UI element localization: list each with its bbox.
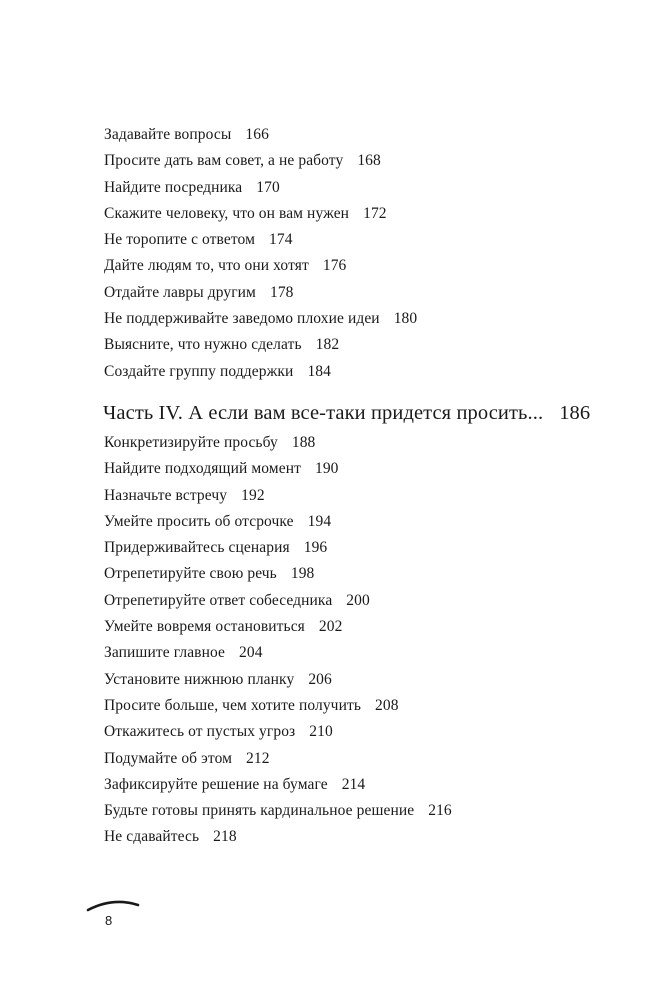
- toc-entry-page: 192: [241, 486, 265, 504]
- toc-entry: [104, 227, 644, 253]
- toc-entry-title: Дайте людям то, что они хотят: [104, 257, 309, 275]
- toc-entry-page: 182: [315, 336, 340, 354]
- toc-entry-title: Не торопите с ответом: [104, 231, 255, 249]
- page-footer: [86, 897, 146, 937]
- toc-entry: [104, 561, 644, 587]
- toc-entry: [104, 588, 644, 614]
- toc-entry-title: Умейте вовремя остановиться: [104, 618, 305, 636]
- toc-entry-page: 204: [239, 644, 263, 662]
- part-heading-page: 186: [559, 402, 591, 424]
- toc-entry-page: 194: [307, 512, 332, 530]
- toc-entry-title: Не сдавайтесь: [104, 828, 200, 846]
- toc-entry-page: 210: [309, 723, 333, 741]
- toc-entry-title: Подумайте об этом: [104, 749, 233, 767]
- page-arc-ornament: [86, 897, 142, 913]
- toc-entry: [104, 148, 644, 174]
- toc-entry-title: Отдайте лавры другим: [104, 283, 256, 301]
- toc-entry-page: 184: [307, 362, 331, 380]
- toc-entry-title: Зафиксируйте решение на бумаге: [104, 775, 328, 793]
- toc-entry-page: 170: [256, 178, 280, 196]
- toc-entry: [104, 798, 644, 824]
- toc-list-section-b: [104, 430, 644, 851]
- page-number: 8: [105, 913, 113, 928]
- toc-entry-title: Откажитесь от пустых угроз: [104, 723, 296, 741]
- toc-entry-page: 190: [314, 460, 339, 478]
- toc-entry-page: 176: [322, 257, 347, 275]
- toc-entry-page: 174: [269, 231, 293, 249]
- toc-entry-page: 200: [346, 591, 370, 609]
- toc-entry-page: 188: [291, 434, 316, 451]
- toc-entry: [104, 824, 644, 850]
- toc-entry-title: Просите больше, чем хотите получить: [104, 696, 362, 714]
- toc-entry: [104, 122, 644, 148]
- toc-entry-title: Скажите человеку, что он вам нужен: [104, 204, 350, 222]
- toc-entry-title: Выясните, что нужно сделать: [104, 336, 302, 354]
- toc-entry-title: Просите дать вам совет, а не работу: [104, 152, 344, 170]
- toc-entry-page: 212: [246, 749, 270, 767]
- toc-entry: [104, 719, 644, 745]
- toc-entry-page: 178: [269, 283, 294, 301]
- toc-entry-title: Запишите главное: [104, 644, 226, 662]
- toc-entry-title: Отрепетируйте свою речь: [104, 565, 277, 583]
- toc-entry-title: Найдите посредника: [104, 178, 243, 196]
- toc-entry-title: Не поддерживайте заведомо плохие идеи: [104, 310, 380, 328]
- part-heading-title: Часть IV. А если вам все-таки придется просить...: [103, 402, 544, 424]
- toc-entry: [104, 280, 644, 306]
- toc-entry-title: Задавайте вопросы: [104, 126, 232, 143]
- toc-entry-page: 196: [303, 539, 328, 557]
- toc-entry: [104, 746, 644, 772]
- toc-entry: [104, 201, 644, 227]
- toc-entry-page: 168: [357, 152, 381, 170]
- toc-entry: [104, 640, 644, 666]
- toc-entry: [104, 614, 644, 640]
- toc-entry: [104, 456, 644, 482]
- toc-entry: [104, 359, 644, 385]
- toc-entry: [104, 430, 644, 456]
- part-heading: [103, 398, 590, 428]
- toc-entry-title: Найдите подходящий момент: [104, 460, 301, 478]
- toc-entry-page: 180: [393, 310, 418, 328]
- toc-entry-title: Назначьте встречу: [104, 486, 228, 504]
- toc-entry-title: Умейте просить об отсрочке: [104, 512, 294, 530]
- toc-entry-title: Отрепетируйте ответ собеседника: [104, 591, 333, 609]
- toc-entry-page: 216: [428, 802, 452, 820]
- toc-entry: [104, 535, 644, 561]
- toc-entry-page: 206: [308, 670, 332, 688]
- toc-entry-title: Конкретизируйте просьбу: [104, 434, 278, 451]
- toc-entry: [104, 693, 644, 719]
- toc-entry-page: 166: [245, 126, 269, 143]
- toc-entry-title: Создайте группу поддержки: [104, 362, 294, 380]
- toc-entry: [104, 332, 644, 358]
- toc-entry: [104, 483, 644, 509]
- toc-entry-page: 218: [213, 828, 237, 846]
- toc-entry: [104, 253, 644, 279]
- toc-entry-page: 208: [375, 696, 399, 714]
- toc-entry-title: Установите нижнюю планку: [104, 670, 295, 688]
- toc-list-section-a: [104, 122, 644, 385]
- toc-entry: [104, 306, 644, 332]
- toc-entry-page: 198: [290, 565, 315, 583]
- toc-entry-page: 214: [341, 775, 366, 793]
- toc-entry: [104, 175, 644, 201]
- toc-entry-title: Придерживайтесь сценария: [104, 539, 290, 557]
- toc-entry-page: 172: [363, 204, 387, 222]
- toc-entry-page: 202: [318, 618, 343, 636]
- toc-entry-title: Будьте готовы принять кардинальное решение: [104, 802, 415, 820]
- toc-entry: [104, 772, 644, 798]
- toc-entry: [104, 509, 644, 535]
- toc-entry: [104, 667, 644, 693]
